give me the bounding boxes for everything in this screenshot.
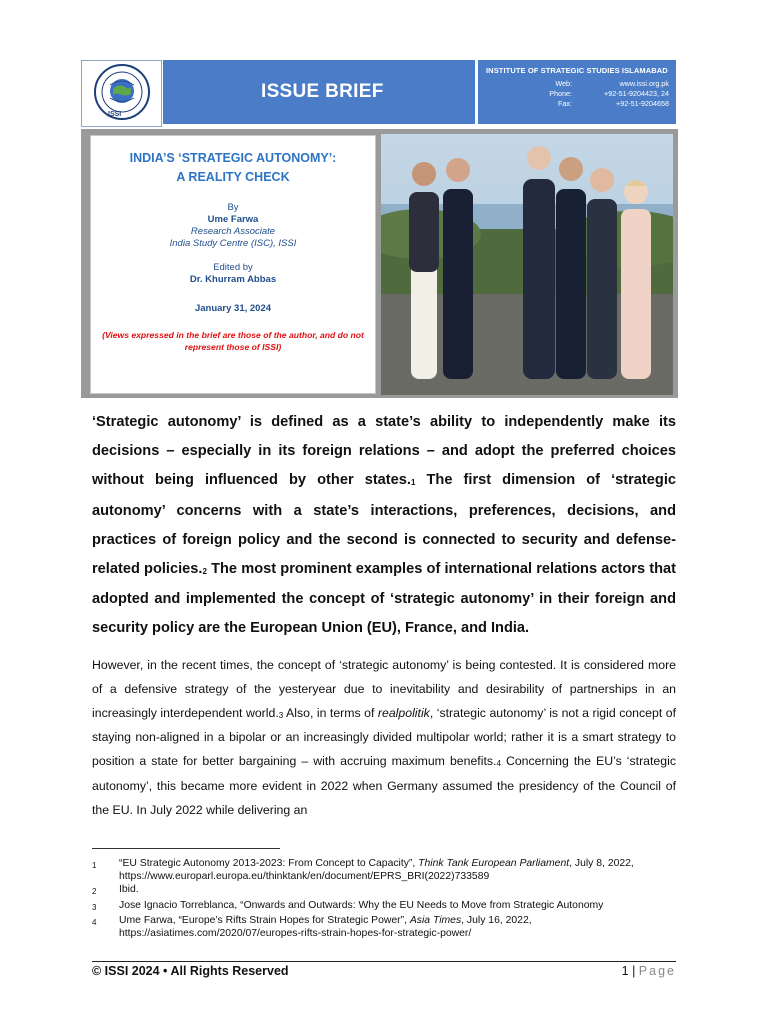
footnote-text [119,857,676,883]
footnote-item [92,883,676,898]
body-text: , ‘strategic autonomy’ is not a rigid concept of staying non-aligned in a bipolar or an increasingly divided multipolar world; rather it is a smart strategy to position a state for better bargaining – with accruing maximum benefits. [92,705,677,769]
footnote-ref[interactable]: 3 [278,710,284,720]
edited-label: Edited by [213,262,253,273]
brief-title [91,149,375,187]
lead-text: The first dimension of ‘strategic autonomy’ concerns with a state’s interactions, preferences, decisions, and practices of foreign policy and the second is connected to security and defense-related policies. [92,472,676,578]
author-centre: India Study Centre (ISC), ISSI [169,238,297,249]
footnote-text [119,883,676,898]
contact-row-phone [486,89,669,99]
footnote-text [119,914,676,940]
contact-web-link[interactable]: www.issi.org.pk [619,79,669,88]
logo-label: ISSI [108,111,122,118]
page-indicator [576,964,676,978]
views-disclaimer: (Views expressed in the brief are those of the author, and do not represent those of ISSI) [102,330,364,352]
footnote-text-part: Ibid. [119,884,139,896]
footnote-source: Asia Times [409,914,462,926]
lead-paragraph [92,408,676,644]
leaders-photo-illustration [381,134,673,395]
author-name: Ume Farwa [207,214,259,225]
footnote-ref[interactable]: 4 [496,759,501,769]
institute-contact-box [478,60,676,124]
footnote-text-part: Jose Ignacio Torreblanca, “Onwards and Outwards: Why the EU Needs to Move from Strategic Autonomy [119,899,604,911]
editor-name: Dr. Khurram Abbas [189,274,277,285]
footer-divider [92,961,676,962]
footnote-text [119,899,676,914]
footnote-number: 4 [92,917,97,927]
brief-info-card [90,135,376,394]
issi-logo [81,60,162,127]
footnote-ref[interactable]: 1 [410,478,416,488]
footnote-item [92,857,676,883]
contact-row-web [486,79,669,89]
contact-fax: +92-51-9204658 [616,99,669,108]
contact-key: Web: [555,79,572,88]
footnote-divider [92,848,280,849]
footnote-number: 1 [92,861,97,870]
author-role: Research Associate [190,226,276,237]
footnote-text-part: “EU Strategic Autonomy 2013-2023: From Concept to Capacity”, [119,858,419,869]
footnote-link[interactable]: , July 16, 2022, https://asiatimes.com/2020/07/europes-rifts-strain-hopes-for-strategic-power/ [119,914,532,940]
by-label: By [227,202,239,213]
contact-key: Phone: [549,89,572,98]
issi-seal-icon [89,63,155,125]
footnote-number: 3 [92,902,97,912]
footnote-number: 2 [92,887,97,897]
summit-photo [381,134,673,395]
body-text: Also, in terms of [283,705,378,720]
footnote-ref[interactable]: 2 [202,567,207,577]
contact-phone: +92-51-9204423, 24 [604,89,669,98]
body-text: However, in the recent times, the concept of ‘strategic autonomy’ is being contested. It is considered more of a defensive strategy of the yesteryear due to inevitability and desirability of partnerships in an increasingly interdependent world. [92,658,676,720]
publish-date: January 31, 2024 [194,303,272,314]
footnote-link[interactable]: , July 8, 2022, https://www.europarl.europa.eu/thinktank/en/document/EPRS_BRI(2022)733589 [119,858,634,883]
body-text-italic: realpolitik [377,705,430,720]
institute-name: INSTITUTE OF STRATEGIC STUDIES ISLAMABAD [486,66,668,75]
footnote-source: Think Tank European Parliament [418,858,570,869]
issue-brief-banner [163,60,475,124]
footnotes [92,857,676,940]
body-text: Concerning the EU’s ‘strategic autonomy’, this became more evident in 2022 when Germany assumed the presidency of the Council of the EU. In July 2022 while delivering an [92,754,676,817]
page-separator: | [632,964,636,978]
contact-key: Fax: [558,99,572,108]
body-paragraph [92,654,676,823]
page-number: 1 [621,964,629,978]
lead-text: The most prominent examples of international relations actors that adopted and implemented the concept of ‘strategic autonomy’ in their foreign and security policy are the European Union (EU), France, and India. [92,561,676,637]
contact-row-fax [486,99,669,109]
footnote-text-part: Ume Farwa, “Europe’s Rifts Strain Hopes for Strategic Power”, [119,914,410,926]
lead-text: ‘Strategic autonomy’ is defined as a state’s ability to independently make its decisions – especially in its foreign relations – and adopt the preferred choices without being influenced by other states. [92,414,676,489]
page-label: Page [638,964,676,978]
copyright-notice: © ISSI 2024 • All Rights Reserved [92,964,289,978]
brief-title-line: A REALITY CHECK [176,170,290,184]
brief-title-line: INDIA’S ‘STRATEGIC AUTONOMY’: [129,151,337,165]
footnote-item [92,899,676,914]
issue-brief-title: ISSUE BRIEF [261,81,384,102]
footnote-item [92,914,676,940]
